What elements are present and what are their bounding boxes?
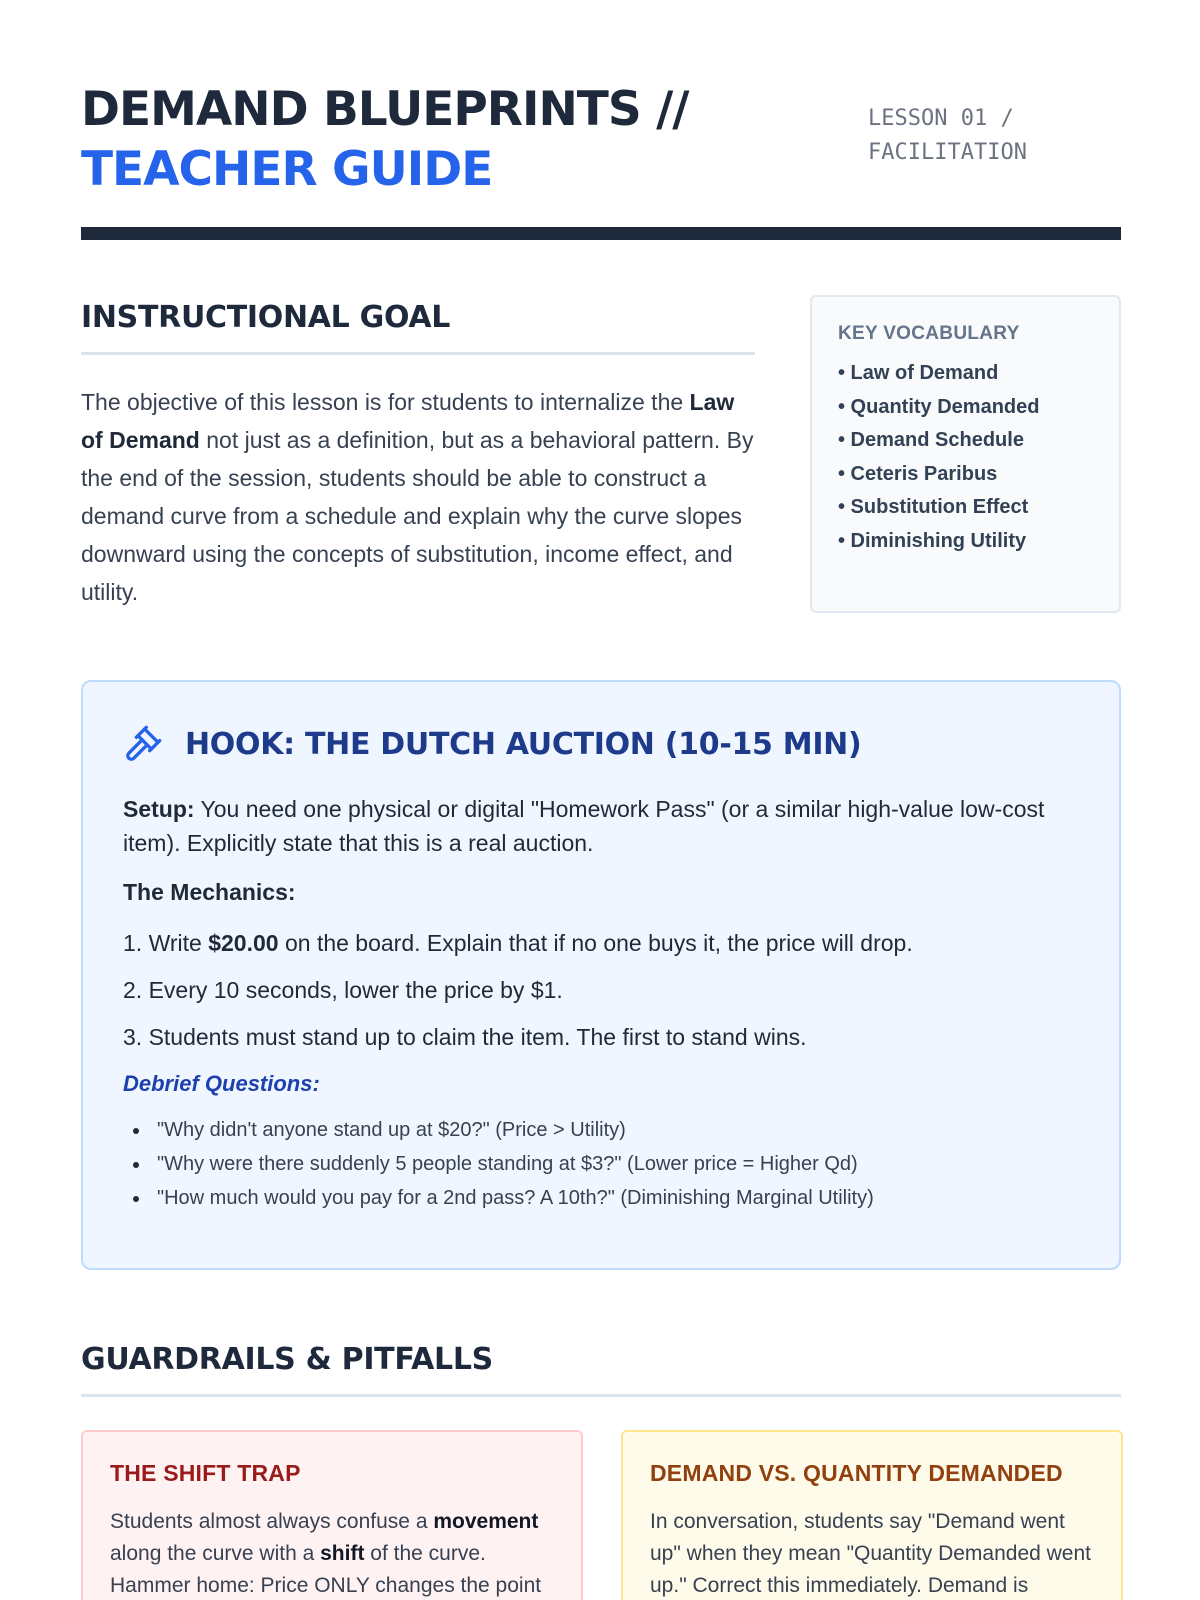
step-text: Write <box>142 930 209 956</box>
debrief-list <box>123 1113 1079 1215</box>
debrief-question: "How much would you pay for a 2nd pass? A 10th?" (Diminishing Marginal Utility) <box>123 1181 1079 1215</box>
gavel-icon <box>123 724 163 764</box>
card-text-bold: shift <box>320 1542 365 1565</box>
step-number: 2. <box>123 977 143 1003</box>
card-text <box>110 1506 554 1600</box>
setup-paragraph <box>123 792 1079 860</box>
lesson-tag-line2: FACILITATION <box>868 140 1027 165</box>
vocab-item: • Ceteris Paribus <box>838 462 998 485</box>
mechanics-title: The Mechanics: <box>123 879 296 905</box>
vocab-item: • Demand Schedule <box>838 429 1024 451</box>
card-text-bold: movement <box>433 1510 539 1533</box>
setup-text: You need one physical or digital "Homework Pass" (or a similar high-value low-cost item). Explicitly state that this is a real auction. <box>123 796 1045 856</box>
page-subtitle: TEACHER GUIDE <box>81 142 493 197</box>
mechanics-step <box>123 1014 1079 1061</box>
card-text-part: Students almost always confuse a <box>110 1510 434 1533</box>
shift-trap-card <box>81 1430 583 1600</box>
vocab-item: • Law of Demand <box>838 362 999 384</box>
goal-text-bold: Law of Demand <box>81 389 735 453</box>
step-text: Every 10 seconds, lower the price by $1. <box>142 977 563 1003</box>
card-text: In conversation, students say "Demand went up" when they mean "Quantity Demanded went up." Correct this immediately. Demand is <box>650 1510 1091 1597</box>
hook-title: HOOK: THE DUTCH AUCTION (10-15 MIN) <box>185 726 862 762</box>
card-text-part: of the curve. Hammer home: Price ONLY changes the point <box>110 1542 542 1597</box>
mechanics-step <box>123 967 1079 1014</box>
step-number: 1. <box>123 930 143 956</box>
instructional-goal-section <box>81 298 755 611</box>
key-vocabulary-box <box>810 295 1121 613</box>
debrief-question: "Why didn't anyone stand up at $20?" (Price > Utility) <box>123 1113 1079 1147</box>
page-title: DEMAND BLUEPRINTS // <box>81 82 689 137</box>
header-divider <box>81 227 1121 240</box>
goal-text-part: not just as a definition, but as a behavioral pattern. By the end of the session, students should be able to construct a demand curve from a schedule and explain why the curve slopes downward using the concepts of substitution, income effect, and utility. <box>81 427 754 605</box>
section-heading: GUARDRAILS & PITFALLS <box>81 1342 493 1377</box>
lesson-tag-line1: LESSON 01 / <box>868 106 1014 131</box>
debrief-question: "Why were there suddenly 5 people standing at $3?" (Lower price = Higher Qd) <box>123 1147 1079 1181</box>
page-header <box>81 80 1121 200</box>
debrief-title: Debrief Questions: <box>123 1071 320 1096</box>
vocab-title: KEY VOCABULARY <box>838 323 1020 344</box>
goal-paragraph <box>81 383 755 611</box>
hook-activity-box <box>81 680 1121 1270</box>
hook-header <box>123 724 1079 764</box>
mechanics-step <box>123 920 1079 967</box>
card-title: THE SHIFT TRAP <box>110 1460 301 1486</box>
step-text-bold: $20.00 <box>208 930 279 956</box>
mechanics-list <box>123 920 1079 1061</box>
heading-divider <box>81 352 755 355</box>
demand-vs-qd-card <box>621 1430 1123 1600</box>
card-text-part: along the curve with a <box>110 1542 321 1565</box>
goal-text-part: The objective of this lesson is for students to internalize the <box>81 389 690 415</box>
vocab-item: • Quantity Demanded <box>838 395 1040 418</box>
step-text: Students must stand up to claim the item. The first to stand wins. <box>142 1024 807 1050</box>
vocab-item: • Substitution Effect <box>838 496 1029 518</box>
section-heading: INSTRUCTIONAL GOAL <box>81 300 451 335</box>
vocab-item: • Diminishing Utility <box>838 529 1027 552</box>
pitfall-cards <box>81 1430 1121 1600</box>
heading-divider <box>81 1394 1121 1397</box>
card-title: DEMAND VS. QUANTITY DEMANDED <box>650 1460 1063 1486</box>
step-number: 3. <box>123 1024 143 1050</box>
lesson-tag <box>868 102 1088 170</box>
setup-label: Setup: <box>123 796 195 822</box>
guardrails-section <box>81 1340 1121 1397</box>
step-text: on the board. Explain that if no one buys it, the price will drop. <box>278 930 913 956</box>
